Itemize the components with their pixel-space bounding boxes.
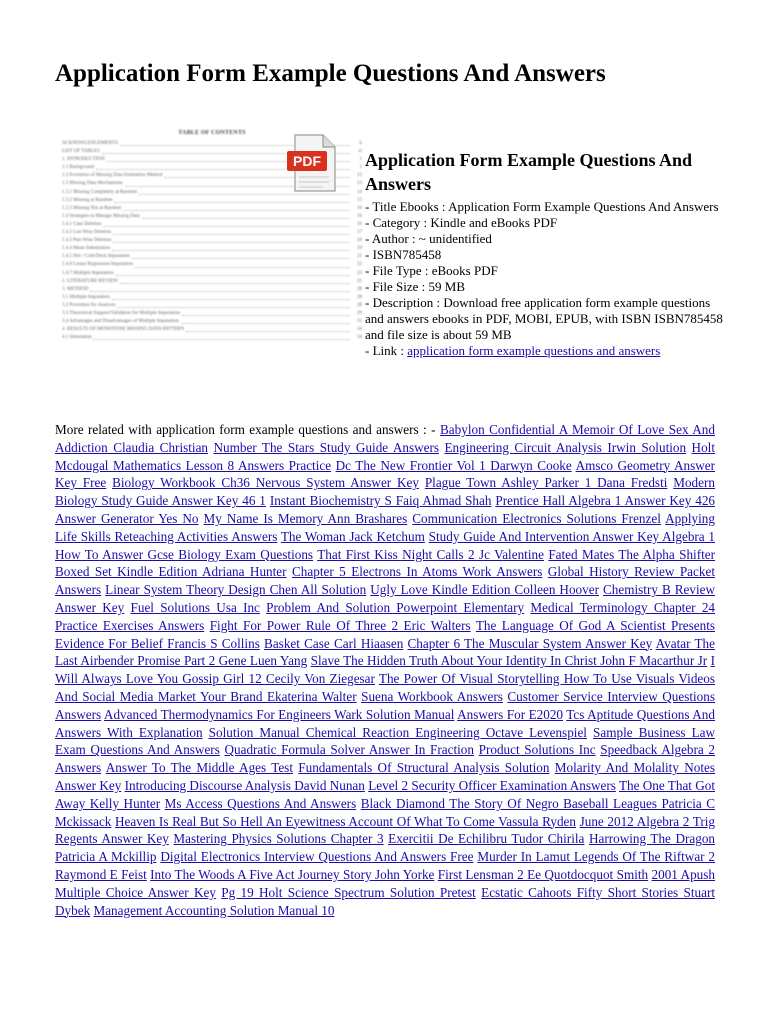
related-link[interactable]: Chapter 6 The Muscular System Answer Key [407, 635, 653, 651]
related-link[interactable]: Digital Electronics Interview Questions And Answers Free [160, 849, 474, 865]
ebook-title: Application Form Example Questions And Answers [365, 150, 693, 194]
related-link[interactable]: The Power Of Visual Storytelling How To Use Visuals Videos And Social Media Market Your Brand Ekaterina Walter [55, 671, 715, 704]
related-link[interactable]: Exercitii De Echilibru Tudor Chirila [388, 831, 585, 847]
related-link[interactable]: Study Guide And Intervention Answer Key Algebra 1 [428, 528, 716, 544]
toc-row [62, 213, 362, 221]
toc-row-page: ii [359, 141, 362, 146]
related-link[interactable]: Product Solutions Inc [478, 742, 596, 758]
toc-row-page: 28 [357, 294, 362, 300]
ebook-detail-line: - File Size : 59 MB [365, 279, 466, 294]
related-link[interactable]: Into The Woods A Five Act Journey Story John Yorke [150, 866, 435, 882]
related-link[interactable]: Global History Review Packet Answers [55, 564, 715, 598]
toc-row-page: 23 [357, 270, 362, 276]
related-link[interactable]: Solution Manual Chemical Reaction Engineering Octave Levenspiel [208, 724, 587, 740]
related-link[interactable]: Communication Electronics Solutions Frenzel [412, 510, 661, 526]
toc-row-page: 34 [357, 335, 362, 341]
related-link[interactable]: The Woman Jack Ketchum [280, 528, 425, 544]
toc-row-label: 1.2 Evolution of Missing Data Estimation Method [62, 173, 163, 179]
related-link[interactable]: Level 2 Security Officer Examination Answers [368, 777, 616, 793]
toc-row-label: ACKNOWLEDGEMENTS [62, 141, 118, 146]
toc-row-label: 1.4.2 List-Wise Deletion [62, 230, 112, 236]
toc-row [62, 334, 362, 342]
ebook-details [365, 199, 725, 343]
toc-row-leader [132, 258, 350, 259]
related-link[interactable]: Slave The Hidden Truth About Your Identity In Christ John F Macarthur Jr [310, 653, 708, 669]
related-link[interactable]: Black Diamond The Story Of Negro Baseball Leagues Patricia C Mckissack [55, 795, 715, 829]
related-link[interactable]: Fight For Power Rule Of Three 2 Eric Walters [209, 617, 471, 633]
toc-row-label: 2. LITERATURE REVIEW [62, 278, 118, 284]
toc-row [62, 302, 362, 310]
toc-row [62, 197, 362, 205]
toc-row-label: 3.1 Multiple Imputation [62, 294, 110, 300]
related-link[interactable]: June 2012 Algebra 2 Trig Regents Answer Key [55, 813, 715, 847]
toc-row-page: 21 [357, 254, 362, 260]
ebook-link-prefix: - Link : [365, 343, 408, 358]
toc-row-label: 1.3.2 Missing at Random [62, 197, 113, 203]
related-link[interactable]: Basket Case Carl Hiaasen [264, 635, 404, 651]
ebook-link-line [365, 343, 725, 359]
related-link[interactable]: Advanced Thermodynamics For Engineers Wark Solution Manual [103, 706, 455, 722]
toc-row-leader [186, 331, 350, 332]
related-link[interactable]: Tcs Aptitude Questions And Answers With Explanation [55, 706, 715, 740]
toc-row-page: 25 [357, 278, 362, 284]
related-link[interactable]: Speedback Algebra 2 Answers [55, 742, 716, 776]
toc-row-label: 1.4.5 Hot / Cold-Deck Imputation [62, 254, 130, 260]
toc-row-label: 1.3 Missing Data Mechanisms [62, 181, 123, 187]
toc-row-page: 22 [357, 262, 362, 268]
related-link[interactable]: Answer Generator Yes No [55, 510, 199, 526]
toc-row-label: 1. INTRODUCTION [62, 157, 105, 163]
toc-row-label: 3.3 Theoretical Support/Validation for Multiple Imputation [62, 310, 180, 316]
toc-row-page: 16 [357, 205, 362, 211]
related-link[interactable]: Pg 19 Holt Science Spectrum Solution Pretest [221, 884, 476, 900]
related-link[interactable]: Medical Terminology Chapter 24 Practice Exercises Answers [55, 599, 716, 633]
related-link[interactable]: 2001 Apush Multiple Choice Answer Key [55, 866, 715, 900]
related-link[interactable]: Problem And Solution Powerpoint Elementary [266, 599, 525, 615]
related-link[interactable]: Harrowing The Dragon Patricia A Mckillip [55, 831, 716, 865]
toc-row-page: 12 [357, 173, 362, 179]
toc-row-label: 1.4 Strategies to Manage Missing Data [62, 213, 140, 219]
related-link[interactable]: Dc The New Frontier Vol 1 Darwyn Cooke [335, 457, 572, 473]
related-link[interactable]: The Language Of God A Scientist Presents Evidence For Belief Francis S Collins [55, 617, 715, 651]
toc-row-label: LIST OF TABLES [62, 149, 100, 155]
toc-row [62, 270, 362, 278]
related-link[interactable]: Ecstatic Cahoots Fifty Short Stories Stuart Dybek [55, 884, 716, 918]
toc-row [62, 253, 362, 261]
related-links-paragraph [55, 421, 715, 919]
related-link[interactable]: Management Accounting Solution Manual 10 [93, 902, 335, 918]
related-link[interactable]: Fated Mates The Alpha Shifter Boxed Set Kindle Edition Adriana Hunter [55, 546, 716, 580]
toc-row-leader [116, 275, 350, 276]
toc-row-label: 4. RESULTS OF MONOTONE MISSING DATA PATTERN [62, 327, 185, 333]
related-link[interactable]: Amsco Geometry Answer Key Free [55, 457, 716, 491]
ebook-info-panel [365, 148, 725, 359]
related-link[interactable]: Heaven Is Real But So Hell An Eyewitness Account Of What To Come Vassula Ryden [115, 813, 576, 829]
toc-heading: TABLE OF CONTENTS [178, 130, 246, 136]
related-link[interactable]: Molarity And Molality Notes Answer Key [55, 760, 715, 793]
toc-row-page: 13 [357, 181, 362, 187]
toc-row-page: 14 [357, 189, 362, 195]
toc-row-leader [117, 307, 350, 308]
related-link[interactable]: First Lensman 2 Ee Quotdocquot Smith [437, 866, 649, 882]
toc-row-page: 1 [359, 157, 362, 163]
toc-row [62, 318, 362, 326]
related-link[interactable]: Engineering Circuit Analysis Irwin Solution [444, 439, 687, 455]
ebook-detail-line: - ISBN785458 [365, 247, 442, 262]
related-link[interactable]: Sample Business Law Exam Questions And Answers [55, 724, 716, 758]
related-link[interactable]: How To Answer Gcse Biology Exam Questions [55, 546, 314, 562]
related-link[interactable]: Biology Workbook Ch36 Nervous System Answer Key [112, 475, 419, 491]
toc-row-label: 3.4 Advantages and Disadvantages of Multiple Imputation [62, 319, 179, 325]
toc-row-page: 28 [357, 302, 362, 308]
related-link[interactable]: Answers For E2020 [457, 706, 564, 722]
toc-row-page: 16 [357, 221, 362, 227]
related-link[interactable]: Plague Town Ashley Parker 1 Dana Fredsti [424, 475, 668, 491]
toc-row [62, 310, 362, 318]
toc-row-page: 15 [357, 197, 362, 203]
related-link[interactable]: Fundamentals Of Structural Analysis Solution [298, 760, 550, 776]
toc-row-label: 3. METHOD [62, 286, 89, 292]
toc-row-page: 16 [357, 213, 362, 219]
related-links-list [55, 422, 715, 918]
related-link[interactable]: Babylon Confidential A Memoir Of Love Sex And Addiction Claudia Christian [55, 422, 715, 455]
ebook-detail-line: - Author : ~ unidentified [365, 231, 492, 246]
ebook-detail-line: - Title Ebooks : Application Form Example Questions And Answers [365, 199, 719, 214]
toc-row-leader [113, 242, 350, 243]
toc-row-label: 1.4.6 Linear Regression Imputation [62, 262, 133, 268]
related-link[interactable]: Answer To The Middle Ages Test [105, 760, 293, 776]
related-link[interactable]: Fuel Solutions Usa Inc [130, 599, 260, 615]
toc-row [62, 245, 362, 253]
toc-row [62, 286, 362, 294]
toc-row [62, 261, 362, 269]
related-link[interactable]: My Name Is Memory Ann Brashares [203, 510, 408, 526]
toc-row-leader [90, 291, 350, 292]
related-link[interactable]: The One That Got Away Kelly Hunter [55, 777, 716, 811]
toc-row-label: 1.3.1 Missing Completely at Random [62, 189, 137, 195]
toc-row-leader [139, 194, 350, 195]
toc-row [62, 221, 362, 229]
toc-row-label: 1.4.4 Mean Substitution [62, 246, 111, 252]
toc-row-leader [120, 283, 350, 284]
toc-row [62, 237, 362, 245]
related-link[interactable]: Customer Service Interview Questions Answers [55, 688, 716, 722]
toc-row-leader [113, 234, 350, 235]
related-link[interactable]: Modern Biology Study Guide Answer Key 46 1 [55, 475, 715, 509]
related-link[interactable]: Chapter 5 Electrons In Atoms Work Answers [292, 564, 543, 580]
toc-row-page: 29 [357, 310, 362, 316]
toc-row [62, 229, 362, 237]
related-link[interactable]: Ms Access Questions And Answers [164, 795, 357, 811]
toc-row-page: vi [358, 149, 362, 155]
page-title: Application Form Example Questions And Answers [55, 60, 606, 87]
toc-row [62, 278, 362, 286]
related-link[interactable]: Applying Life Skills Reteaching Activities Answers [55, 510, 715, 544]
pdf-badge-label: PDF [293, 153, 321, 169]
toc-row-leader [142, 218, 350, 219]
toc-row-page: 28 [357, 286, 362, 292]
toc-row-page: 18 [357, 238, 362, 244]
related-link[interactable]: Mastering Physics Solutions Chapter 3 [173, 831, 384, 847]
toc-row-leader [112, 299, 350, 300]
related-link[interactable]: Number The Stars Study Guide Answers [213, 439, 440, 455]
related-link[interactable]: Introducing Discourse Analysis David Nunan [124, 777, 365, 793]
toc-row [62, 326, 362, 334]
toc-row-label: 4.1 Simulation [62, 335, 92, 341]
toc-row-page: 17 [357, 230, 362, 236]
ebook-detail-line: - Description : Download free application form example questions and answers ebooks in PDF, MOBI, EPUB, with ISBN ISBN785458 and file size is about 59 MB [365, 295, 723, 342]
related-link[interactable]: Quadratic Formula Solver Answer In Fraction [224, 742, 474, 758]
toc-row-leader [112, 250, 350, 251]
related-link[interactable]: Instant Biochemistry S Faiq Ahmad Shah [269, 493, 492, 509]
related-link[interactable]: Holt Mcdougal Mathematics Lesson 8 Answers Practice [55, 439, 715, 473]
toc-row-label: 1.4.1 Case Deletion [62, 221, 102, 227]
toc-row-leader [123, 210, 350, 211]
toc-row-label: 1.1 Background [62, 165, 94, 171]
toc-row-label: 1.3.3 Missing Not at Random [62, 205, 122, 211]
ebook-detail-line: - Category : Kindle and eBooks PDF [365, 215, 558, 230]
ebook-download-link[interactable]: application form example questions and answers [407, 343, 661, 358]
toc-row-leader [103, 226, 350, 227]
related-link[interactable]: Ugly Love Kindle Edition Colleen Hoover [370, 582, 599, 598]
toc-row-leader [135, 267, 350, 268]
toc-row-label: 1.4.7 Multiple Imputation [62, 270, 114, 276]
related-link[interactable]: Prentice Hall Algebra 1 Answer Key 426 [495, 493, 716, 509]
toc-row-page: 1 [359, 165, 362, 171]
toc-row-leader [93, 339, 350, 340]
related-link[interactable]: Chemistry B Review Answer Key [55, 582, 716, 615]
related-link[interactable]: I Will Always Love You Gossip Girl 12 Cecily Von Ziegesar [55, 653, 716, 687]
toc-row-page: 31 [357, 319, 362, 325]
toc-row-leader [181, 323, 350, 324]
toc-row-page: 19 [357, 246, 362, 252]
pdf-file-icon [283, 133, 341, 193]
related-intro: More related with application form example questions and answers : - [55, 422, 440, 437]
toc-row-label: 1.4.3 Pair-Wise Deletion [62, 238, 112, 244]
toc-row-label: 3.2 Procedure for Analysis [62, 302, 116, 308]
toc-row-leader [182, 315, 350, 316]
related-link[interactable]: That First Kiss Night Calls 2 Jc Valentine [317, 546, 544, 562]
toc-row [62, 294, 362, 302]
toc-row-page: 34 [357, 327, 362, 333]
related-link[interactable]: Suena Workbook Answers [361, 688, 503, 704]
toc-row-leader [114, 202, 350, 203]
related-link[interactable]: Murder In Lamut Legends Of The Riftwar 2 Raymond E Feist [55, 849, 716, 882]
ebook-detail-line: - File Type : eBooks PDF [365, 263, 498, 278]
related-link[interactable]: Avatar The Last Airbender Promise Part 2 Gene Luen Yang [55, 635, 715, 669]
related-link[interactable]: Linear System Theory Design Chen All Solution [105, 582, 367, 598]
toc-row [62, 205, 362, 213]
